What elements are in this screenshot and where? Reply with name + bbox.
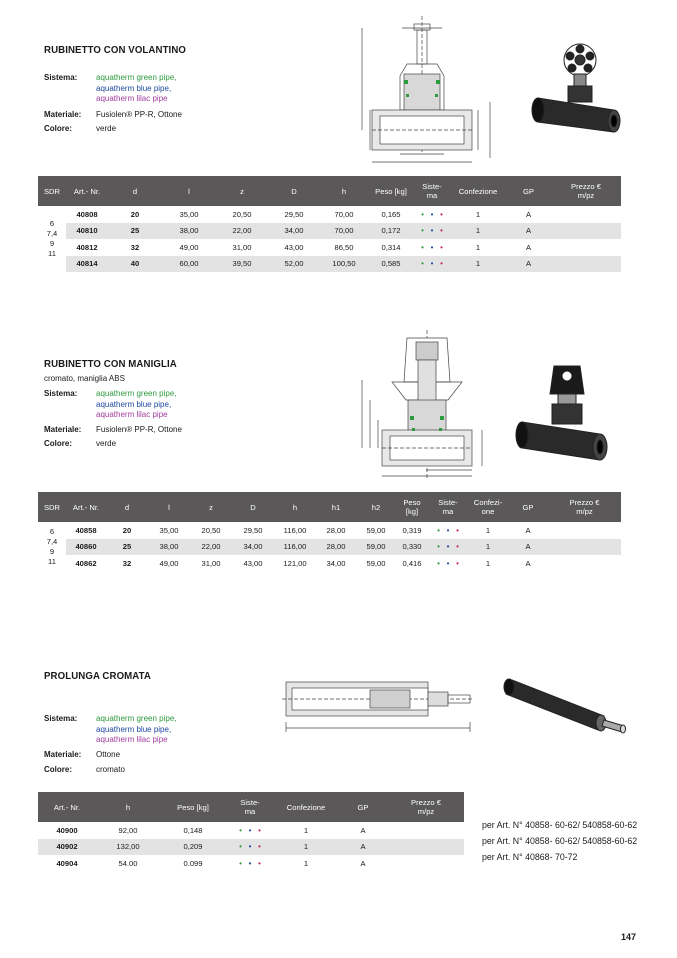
col-header: SDR bbox=[38, 492, 66, 522]
table-row bbox=[38, 522, 621, 539]
cell: 0,172 bbox=[368, 223, 414, 240]
section2-title: RUBINETTO CON MANIGLIA bbox=[44, 358, 177, 370]
compatibility-note: per Art. N° 40858- 60-62/ 540858-60-62 bbox=[482, 836, 638, 846]
table-row bbox=[38, 555, 621, 572]
cell: 1 bbox=[475, 242, 481, 252]
cell: 31,00 bbox=[232, 242, 252, 252]
cell: 40808 bbox=[76, 209, 98, 219]
cell: 40810 bbox=[66, 223, 108, 240]
cell: 1 bbox=[450, 256, 506, 273]
col-header: z bbox=[216, 176, 268, 206]
cell: 40 bbox=[108, 256, 162, 273]
col-header: Art.- Nr. bbox=[38, 792, 96, 822]
sistema-values bbox=[96, 73, 177, 105]
price-cell bbox=[551, 206, 621, 223]
extension-technical-drawing bbox=[282, 676, 478, 742]
price-cell bbox=[388, 822, 464, 839]
system-dots: • • • bbox=[226, 839, 274, 856]
cell: 43,00 bbox=[243, 558, 263, 568]
materiale-value: Ottone bbox=[96, 750, 121, 759]
cell: 38,00 bbox=[148, 539, 190, 556]
system-blue: aquatherm blue pipe, bbox=[96, 724, 172, 734]
system-dots: • • • bbox=[239, 825, 261, 835]
cell: 1 bbox=[450, 223, 506, 240]
col-header: d bbox=[108, 176, 162, 206]
price-cell bbox=[548, 555, 621, 572]
col-header: h bbox=[320, 176, 368, 206]
sdr-cell bbox=[38, 522, 66, 572]
cell: 32 bbox=[122, 558, 132, 568]
cell: 43,00 bbox=[284, 242, 304, 252]
cell: A bbox=[360, 858, 366, 868]
system-blue: aquatherm blue pipe, bbox=[96, 399, 172, 409]
cell: A bbox=[506, 256, 551, 273]
table-row bbox=[38, 839, 464, 856]
cell: 34,00 bbox=[326, 558, 346, 568]
system-green: aquatherm green pipe, bbox=[96, 714, 177, 723]
col-header: Prezzo € m/pz bbox=[551, 176, 621, 206]
col-header: Art.- Nr. bbox=[66, 176, 108, 206]
cell: 40812 bbox=[76, 242, 98, 252]
col-header: D bbox=[232, 492, 274, 522]
cell: 34,00 bbox=[232, 539, 274, 556]
system-lilac: aquatherm lilac pipe bbox=[96, 410, 168, 419]
cell: 92,00 bbox=[118, 825, 138, 835]
price-cell bbox=[551, 256, 621, 273]
table-row bbox=[38, 256, 621, 273]
cell: 29,50 bbox=[284, 209, 304, 219]
cell: A bbox=[360, 825, 366, 835]
cell: 22,00 bbox=[190, 539, 232, 556]
cell: A bbox=[525, 209, 532, 219]
materiale-value: Fusiolen® PP-R, Ottone bbox=[96, 110, 182, 119]
table-header-row bbox=[38, 492, 621, 522]
col-header: l bbox=[162, 176, 216, 206]
cell: 39,50 bbox=[216, 256, 268, 273]
sdr-value: 9 bbox=[49, 239, 55, 248]
cell: 0,330 bbox=[396, 539, 428, 556]
col-header: D bbox=[268, 176, 320, 206]
col-header: Siste- ma bbox=[414, 176, 450, 206]
cell: 20,50 bbox=[232, 209, 252, 219]
table-row bbox=[38, 822, 464, 839]
sdr-value: 7,4 bbox=[46, 229, 58, 238]
cell: 1 bbox=[303, 825, 309, 835]
sdr-value: 11 bbox=[48, 249, 56, 258]
col-header: SDR bbox=[38, 176, 66, 206]
cell: 34,00 bbox=[268, 223, 320, 240]
sistema-label: Sistema: bbox=[44, 389, 78, 398]
cell: 0,319 bbox=[402, 525, 422, 535]
system-dots: • • • bbox=[437, 525, 459, 535]
cell: 40862 bbox=[75, 558, 97, 568]
cell: 116,00 bbox=[283, 525, 307, 535]
cell: 0,585 bbox=[368, 256, 414, 273]
col-header: Peso [kg] bbox=[160, 792, 226, 822]
price-cell bbox=[551, 223, 621, 240]
system-blue: aquatherm blue pipe, bbox=[96, 83, 172, 93]
system-green: aquatherm green pipe, bbox=[96, 389, 177, 398]
col-header: h bbox=[274, 492, 316, 522]
col-header: GP bbox=[506, 176, 551, 206]
system-dots: • • • bbox=[428, 539, 468, 556]
sdr-value: 6 bbox=[49, 219, 55, 228]
cell: A bbox=[525, 558, 531, 568]
col-header: Peso [kg] bbox=[396, 492, 428, 522]
materiale-label: Materiale: bbox=[44, 425, 82, 434]
table-header-row bbox=[38, 792, 464, 822]
section1-title: RUBINETTO CON VOLANTINO bbox=[44, 44, 187, 56]
cell: A bbox=[508, 539, 548, 556]
table-row bbox=[38, 539, 621, 556]
compatibility-note: per Art. N° 40868- 70-72 bbox=[482, 852, 578, 862]
compatibility-note: per Art. N° 40858- 60-62/ 540858-60-62 bbox=[482, 820, 638, 830]
valve-handwheel-photo bbox=[524, 40, 632, 140]
col-header: Siste- ma bbox=[226, 792, 274, 822]
sistema-values bbox=[96, 389, 177, 421]
cell: 29,50 bbox=[243, 525, 263, 535]
system-green: aquatherm green pipe, bbox=[96, 73, 177, 82]
cell: 35,00 bbox=[159, 525, 179, 535]
price-cell bbox=[388, 839, 464, 856]
valve-lever-table bbox=[38, 492, 621, 572]
section3-title: PROLUNGA CROMATA bbox=[44, 670, 152, 682]
cell: 40860 bbox=[66, 539, 106, 556]
valve-lever-technical-drawing bbox=[352, 330, 502, 480]
cell: 22,00 bbox=[216, 223, 268, 240]
system-dots: • • • bbox=[421, 242, 443, 252]
cell: 0,314 bbox=[381, 242, 401, 252]
extension-table bbox=[38, 792, 464, 872]
col-header: GP bbox=[508, 492, 548, 522]
cell: 132,00 bbox=[96, 839, 160, 856]
price-cell bbox=[388, 855, 464, 872]
cell: 100,50 bbox=[320, 256, 368, 273]
table-row bbox=[38, 239, 621, 256]
col-header: Confezione bbox=[450, 176, 506, 206]
cell: 40814 bbox=[66, 256, 108, 273]
cell: 86,50 bbox=[334, 242, 354, 252]
compatibility-notes bbox=[482, 817, 637, 865]
table-row bbox=[38, 206, 621, 223]
cell: 54.00 bbox=[118, 858, 138, 868]
col-header: h2 bbox=[356, 492, 396, 522]
col-header: Confezione bbox=[274, 792, 338, 822]
cell: 20 bbox=[130, 209, 140, 219]
cell: 0,165 bbox=[381, 209, 401, 219]
table-header-row bbox=[38, 176, 621, 206]
system-dots: • • • bbox=[421, 209, 443, 219]
col-header: GP bbox=[338, 792, 388, 822]
price-cell bbox=[548, 522, 621, 539]
system-dots: • • • bbox=[239, 858, 261, 868]
cell: 20 bbox=[122, 525, 132, 535]
cell: 1 bbox=[468, 539, 508, 556]
cell: 52,00 bbox=[268, 256, 320, 273]
cell: 25 bbox=[106, 539, 148, 556]
col-header: d bbox=[106, 492, 148, 522]
colore-label: Colore: bbox=[44, 124, 72, 133]
cell: 40900 bbox=[56, 825, 78, 835]
cell: 28,00 bbox=[326, 525, 346, 535]
page-number: 147 bbox=[621, 932, 637, 942]
system-lilac: aquatherm lilac pipe bbox=[96, 94, 168, 103]
cell: 20,50 bbox=[201, 525, 221, 535]
cell: 121,00 bbox=[283, 558, 307, 568]
cell: A bbox=[338, 839, 388, 856]
cell: 1 bbox=[274, 839, 338, 856]
cell: 0,416 bbox=[402, 558, 422, 568]
col-header: Prezzo € m/pz bbox=[388, 792, 464, 822]
col-header: h1 bbox=[316, 492, 356, 522]
cell: 40858 bbox=[75, 525, 97, 535]
valve-technical-drawing bbox=[352, 14, 502, 172]
sdr-value: 7,4 bbox=[46, 536, 58, 546]
col-header: Art.- Nr. bbox=[66, 492, 106, 522]
valve-handwheel-table bbox=[38, 176, 621, 272]
cell: 60,00 bbox=[162, 256, 216, 273]
colore-value: verde bbox=[96, 439, 117, 448]
sistema-label: Sistema: bbox=[44, 73, 78, 82]
cell: 1 bbox=[485, 558, 491, 568]
cell: A bbox=[525, 242, 532, 252]
system-dots: • • • bbox=[437, 558, 459, 568]
cell: 25 bbox=[108, 223, 162, 240]
sdr-value: 6 bbox=[49, 526, 55, 536]
col-header: z bbox=[190, 492, 232, 522]
colore-value: cromato bbox=[96, 765, 125, 774]
col-header: h bbox=[96, 792, 160, 822]
materiale-label: Materiale: bbox=[44, 110, 82, 119]
sdr-value: 11 bbox=[48, 556, 56, 566]
price-cell bbox=[551, 239, 621, 256]
cell: 1 bbox=[485, 525, 491, 535]
cell: 38,00 bbox=[162, 223, 216, 240]
section2-subtitle: cromato, maniglia ABS bbox=[44, 374, 125, 383]
cell: A bbox=[506, 223, 551, 240]
cell: 1 bbox=[475, 209, 481, 219]
sdr-value: 9 bbox=[49, 546, 55, 556]
cell: 70,00 bbox=[334, 209, 354, 219]
cell: A bbox=[525, 525, 531, 535]
cell: 116,00 bbox=[274, 539, 316, 556]
cell: 59,00 bbox=[356, 539, 396, 556]
cell: 31,00 bbox=[201, 558, 221, 568]
sdr-cell bbox=[38, 206, 66, 272]
col-header: Peso [kg] bbox=[368, 176, 414, 206]
col-header: Prezzo € m/pz bbox=[548, 492, 621, 522]
price-cell bbox=[548, 539, 621, 556]
col-header: l bbox=[148, 492, 190, 522]
sistema-label: Sistema: bbox=[44, 714, 78, 723]
cell: 0,209 bbox=[160, 839, 226, 856]
system-dots: • • • bbox=[414, 256, 450, 273]
system-lilac: aquatherm lilac pipe bbox=[96, 735, 168, 744]
cell: 40902 bbox=[38, 839, 96, 856]
cell: 28,00 bbox=[316, 539, 356, 556]
cell: 0,148 bbox=[183, 825, 203, 835]
cell: 59,00 bbox=[366, 525, 386, 535]
col-header: Siste- ma bbox=[428, 492, 468, 522]
cell: 49,00 bbox=[179, 242, 199, 252]
table-row bbox=[38, 855, 464, 872]
materiale-value: Fusiolen® PP-R, Ottone bbox=[96, 425, 182, 434]
cell: 59,00 bbox=[366, 558, 386, 568]
cell: 35,00 bbox=[179, 209, 199, 219]
cell: 49,00 bbox=[159, 558, 179, 568]
cell: 70,00 bbox=[320, 223, 368, 240]
colore-label: Colore: bbox=[44, 765, 72, 774]
table-row bbox=[38, 223, 621, 240]
cell: 0.099 bbox=[183, 858, 203, 868]
cell: 1 bbox=[303, 858, 309, 868]
colore-label: Colore: bbox=[44, 439, 72, 448]
col-header: Confezi- one bbox=[468, 492, 508, 522]
materiale-label: Materiale: bbox=[44, 750, 82, 759]
colore-value: verde bbox=[96, 124, 117, 133]
valve-lever-photo bbox=[514, 360, 618, 470]
cell: 32 bbox=[130, 242, 140, 252]
sistema-values bbox=[96, 714, 177, 746]
cell: 40904 bbox=[56, 858, 78, 868]
extension-photo bbox=[500, 672, 632, 738]
system-dots: • • • bbox=[414, 223, 450, 240]
